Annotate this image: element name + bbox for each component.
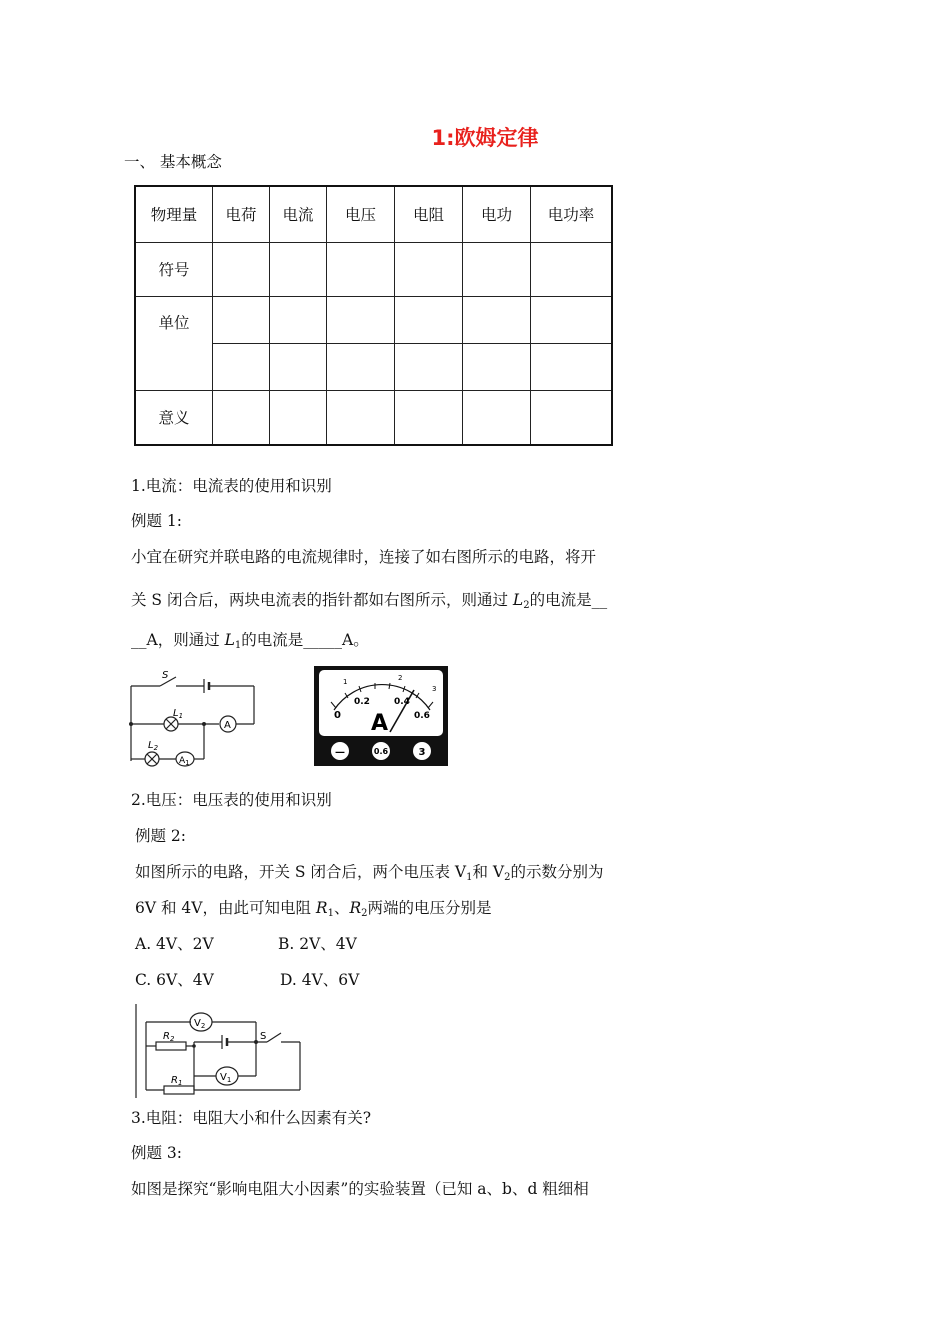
- table-row: [135, 296, 612, 343]
- dial-scale-top-2: 2: [398, 674, 403, 682]
- table-header-cell: 物理量: [135, 186, 213, 242]
- terminal-minus: —: [335, 747, 345, 758]
- ammeter-dial-image: [314, 666, 448, 766]
- table-header-cell: 电阻: [395, 186, 463, 242]
- example1-text-line1: 小宜在研究并联电路的电流规律时，连接了如右图所示的电路，将开: [131, 548, 597, 566]
- table-row-label: 单位: [135, 296, 213, 390]
- example1-text-line2: 关 S 闭合后，两块电流表的指针都如右图所示，则通过 $L_2$的电流是__: [131, 591, 608, 611]
- topic2-heading: 2.电压：电压表的使用和识别: [131, 791, 332, 809]
- lamp-l2-label: $L_2$: [148, 740, 159, 752]
- table-row: [135, 390, 612, 445]
- ammeter-a-label: A: [224, 720, 231, 731]
- dial-scale-bottom-06: 0.6: [414, 711, 430, 721]
- dial-scale-bottom-0: 0: [334, 710, 341, 721]
- example1-text-line3: __A，则通过 $L_1$的电流是_____A。: [131, 631, 369, 651]
- option-a[interactable]: A. 4V、2V: [135, 935, 214, 953]
- page-title: 1:欧姆定律: [431, 126, 539, 150]
- concept-table: [134, 185, 613, 446]
- table-header-cell: 电流: [270, 186, 327, 242]
- example3-text-line1: 如图是探究“影响电阻大小因素”的实验装置（已知 a、b、d 粗细相: [131, 1180, 589, 1198]
- topic3-heading: 3.电阻：电阻大小和什么因素有关?: [131, 1109, 372, 1127]
- option-b[interactable]: B. 2V、4V: [278, 935, 357, 953]
- section-heading: 一、 基本概念: [124, 153, 222, 171]
- dial-scale-top-1: 1: [343, 678, 348, 686]
- voltmeter-v2-label: $V_2$: [194, 1018, 206, 1030]
- terminal-06: 0.6: [373, 747, 389, 756]
- table-row-label: 符号: [135, 242, 213, 296]
- dial-unit-label: A: [371, 711, 389, 736]
- table-header-cell: 电荷: [213, 186, 270, 242]
- table-header-cell: 电功率: [531, 186, 613, 242]
- voltmeter-v1-label: $V_1$: [220, 1072, 232, 1084]
- option-d[interactable]: D. 4V、6V: [280, 971, 360, 989]
- series-resistor-circuit-diagram: [134, 1002, 308, 1100]
- example3-label: 例题 3:: [131, 1144, 183, 1162]
- dial-scale-bottom-04: 0.4: [394, 697, 410, 707]
- resistor-r2-label: $R_2$: [163, 1031, 175, 1043]
- switch-label: S: [162, 670, 169, 681]
- option-c[interactable]: C. 6V、4V: [135, 971, 214, 989]
- table-row: [135, 242, 612, 296]
- terminal-3: 3: [418, 747, 426, 758]
- example2-text-line1: 如图所示的电路，开关 S 闭合后，两个电压表 $V_1$和 $V_2$的示数分别为: [135, 863, 604, 883]
- lamp-l1-label: $L_1$: [173, 708, 184, 720]
- resistor-r1-label: $R_1$: [171, 1075, 183, 1087]
- table-header-row: [135, 186, 612, 242]
- example2-label: 例题 2:: [135, 827, 187, 845]
- example2-text-line2: 6V 和 4V，由此可知电阻 $R_1$、$R_2$两端的电压分别是: [135, 899, 492, 919]
- ammeter-a1-label: $A_1$: [179, 756, 190, 767]
- switch-s-label: S: [260, 1031, 267, 1042]
- topic1-heading: 1.电流：电流表的使用和识别: [131, 477, 332, 495]
- table-row-label: 意义: [135, 390, 213, 445]
- dial-scale-top-3: 3: [432, 685, 437, 693]
- table-header-cell: 电压: [327, 186, 395, 242]
- table-header-cell: 电功: [463, 186, 531, 242]
- dial-scale-bottom-02: 0.2: [354, 697, 370, 707]
- example1-label: 例题 1:: [131, 512, 183, 530]
- parallel-circuit-diagram: [126, 664, 260, 770]
